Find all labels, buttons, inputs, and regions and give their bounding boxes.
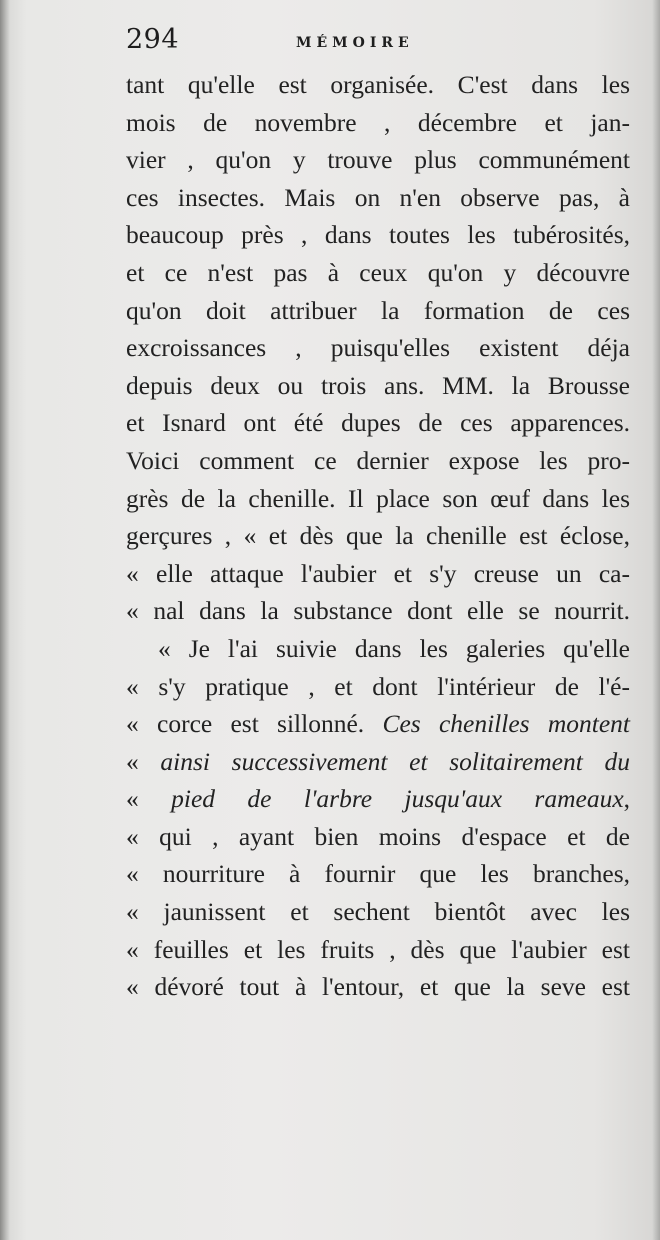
text-line: « feuilles et les fruits , dès que l'aubier est — [126, 934, 630, 964]
text-line: mois de novembre , décembre et jan- — [126, 107, 630, 137]
text-roman: , — [623, 784, 631, 814]
page-number: 294 — [126, 24, 180, 55]
text-line: tant qu'elle est organisée. C'est dans les — [126, 70, 630, 99]
page-header — [126, 24, 626, 60]
text-roman: « corce est sillonné. — [126, 709, 365, 739]
text-line: « Je l'ai suivie dans les galeries qu'elle — [158, 633, 630, 663]
body-text — [126, 66, 630, 1006]
text-line-mixed — [126, 780, 630, 818]
text-line: grès de la chenille. Il place son œuf dans les — [126, 483, 630, 513]
text-italic: ainsi successivement et solitairement du — [160, 746, 630, 776]
page-edge-shadow — [652, 0, 660, 1240]
text-line: « s'y pratique , et dont l'intérieur de l'é- — [126, 671, 630, 701]
text-line: gerçures , « et dès que la chenille est éclose, — [126, 521, 630, 551]
text-line: « nourriture à fournir que les branches, — [126, 859, 630, 889]
text-line: et Isnard ont été dupes de ces apparences. — [126, 408, 630, 438]
text-line: « qui , ayant bien moins d'espace et de — [126, 821, 630, 851]
text-line: Voici comment ce dernier expose les pro- — [126, 445, 630, 475]
text-italic: Ces chenilles montent — [382, 709, 630, 739]
quote-mark: « — [126, 746, 161, 776]
text-line: « nal dans la substance dont elle se nourrit. — [126, 596, 630, 626]
text-line: vier , qu'on y trouve plus communément — [126, 145, 630, 175]
text-line: qu'on doit attribuer la formation de ces — [126, 295, 630, 325]
quote-mark: « — [126, 784, 172, 814]
running-title: MÉMOIRE — [296, 35, 414, 51]
text-line: depuis deux ou trois ans. MM. la Brousse — [126, 370, 630, 400]
text-line: beaucoup près , dans toutes les tubérosités, — [126, 220, 630, 250]
text-line: et ce n'est pas à ceux qu'on y découvre — [126, 257, 630, 287]
text-line-mixed — [126, 743, 630, 781]
text-line: « jaunissent et sechent bientôt avec les — [126, 897, 630, 927]
text-line: « elle attaque l'aubier et s'y creuse un ca- — [126, 558, 630, 588]
text-line: « dévoré tout à l'entour, et que la seve est — [126, 972, 630, 1002]
text-line-mixed — [126, 705, 630, 743]
page-gutter-shadow — [0, 0, 10, 1240]
text-line: excroissances , puisqu'elles existent déja — [126, 333, 630, 363]
text-italic: pied de l'arbre jusqu'aux rameaux — [171, 784, 624, 814]
text-line: ces insectes. Mais on n'en observe pas, à — [126, 182, 630, 212]
